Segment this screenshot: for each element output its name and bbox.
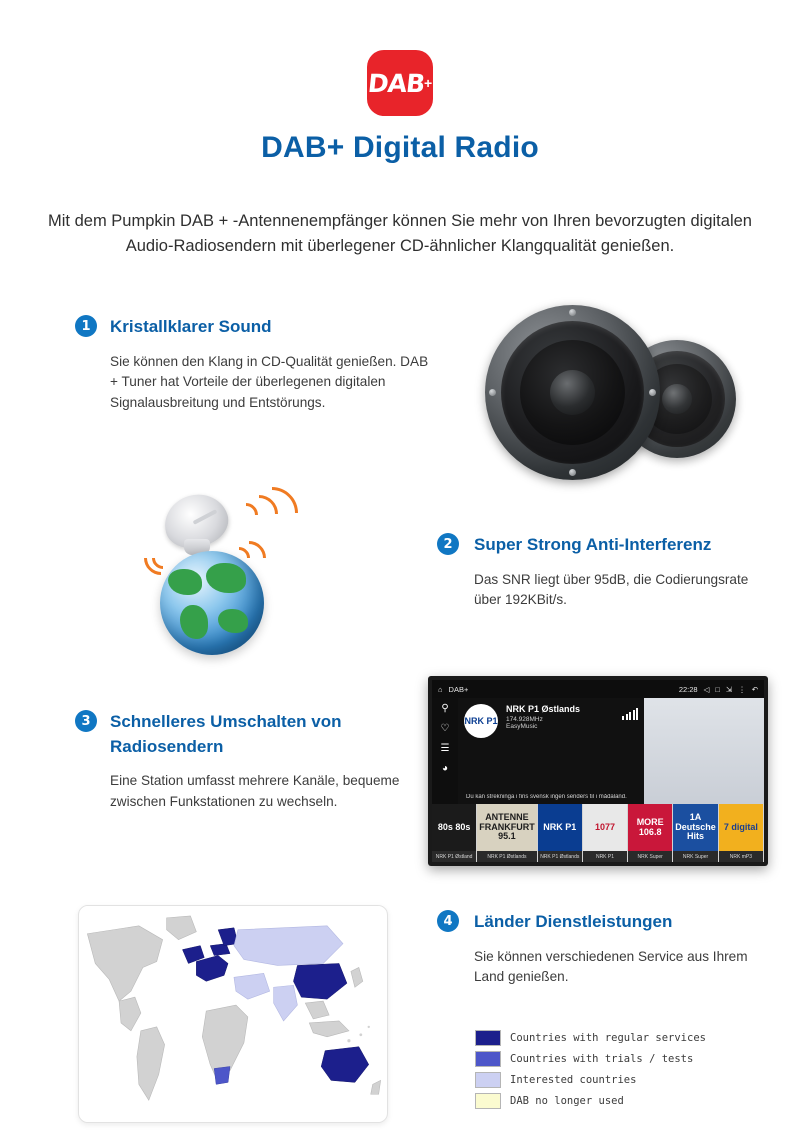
legend-label: Countries with trials / tests <box>510 1053 694 1065</box>
legend-swatch-nolonger <box>475 1093 501 1109</box>
feature-block-4 <box>437 910 767 988</box>
wifi-icon[interactable]: ◕ <box>441 763 449 774</box>
station-name: NRK P1 Østlands <box>506 704 581 714</box>
legend-label: Countries with regular services <box>510 1032 706 1044</box>
feature-block-2 <box>437 533 767 611</box>
feature-title: Kristallklarer Sound <box>110 317 272 336</box>
preset-caption: NRK Super <box>673 851 718 862</box>
preset-tile[interactable] <box>432 804 477 862</box>
search-icon[interactable]: ⚲ <box>441 703 449 714</box>
recent-icon[interactable]: ⇲ <box>725 684 733 694</box>
preset-caption: NRK Super <box>628 851 672 862</box>
globe-landmass <box>168 569 202 595</box>
globe-landmass <box>180 605 208 639</box>
preset-label: 1A Deutsche Hits <box>673 804 718 851</box>
preset-label: MORE 106.8 <box>628 804 672 851</box>
satellite-dish-icon <box>156 489 240 555</box>
preset-caption: NRK P1 Østland <box>432 851 476 862</box>
car-head-unit-screenshot <box>428 676 768 866</box>
feature-title: Schnelleres Umschalten von Radiosendern <box>110 712 342 756</box>
world-map-image <box>78 905 388 1123</box>
feature-number-badge: 1 <box>75 315 97 337</box>
globe-antenna-illustration <box>110 485 320 660</box>
preset-label: 1077 <box>583 804 627 851</box>
legend-swatch-regular <box>475 1030 501 1046</box>
return-icon[interactable]: ↶ <box>751 684 758 694</box>
preset-caption: NRK mP3 <box>719 851 763 862</box>
station-frequency: 174.928MHz <box>506 716 543 723</box>
station-ticker-text: Du kan strekninga i fins svensk ingen senders til i mådaland. <box>466 794 627 800</box>
feature-title: Länder Dienstleistungen <box>474 912 673 931</box>
preset-label: NRK P1 <box>538 804 582 851</box>
globe-icon <box>160 551 264 655</box>
speaker-screw <box>569 309 576 316</box>
speaker-screw <box>569 469 576 476</box>
status-clock: 22:28 <box>678 684 698 694</box>
legend-label: Interested countries <box>510 1074 637 1086</box>
feature-body: Sie können verschiedenen Service aus Ihrem Land genießen. <box>474 948 748 985</box>
legend-swatch-interested <box>475 1072 501 1088</box>
preset-label: 7 digital <box>719 804 763 851</box>
dab-logo-text: DAB <box>366 68 426 98</box>
feature-body: Das SNR liegt über 95dB, die Codierungsrate über 192KBit/s. <box>474 571 749 608</box>
speaker-large <box>485 305 660 480</box>
speaker-screw <box>489 389 496 396</box>
signal-strength-icon <box>622 708 638 720</box>
legend-item <box>475 1072 735 1088</box>
legend-swatch-trials <box>475 1051 501 1067</box>
intro-paragraph: Mit dem Pumpkin DAB + -Antennenempfänger können Sie mehr von Ihren bevorzugten digitalen Audio-Radiosendern mit überlegener CD-ähnlicher Klangqualität genießen. <box>48 211 752 256</box>
preset-tile[interactable] <box>719 804 764 862</box>
list-icon[interactable]: ☰ <box>440 743 450 754</box>
head-unit-screen <box>432 680 764 862</box>
dab-logo-plus: + <box>423 75 433 91</box>
head-unit-preset-row <box>432 804 764 862</box>
back-icon[interactable]: ◁ <box>703 684 710 694</box>
feature-block-3 <box>75 710 405 813</box>
preset-label: ANTENNE FRANKFURT 95.1 <box>477 804 536 851</box>
station-artwork <box>644 698 764 804</box>
heart-icon[interactable]: ♡ <box>440 723 450 734</box>
feature-number-badge: 3 <box>75 710 97 732</box>
speaker-screw <box>649 389 656 396</box>
head-unit-now-playing <box>458 698 644 804</box>
feature-body: Eine Station umfasst mehrere Kanäle, bequeme zwischen Funkstationen zu wechseln. <box>110 773 400 809</box>
feature-body: Sie können den Klang in CD-Qualität genießen. DAB + Tuner hat Vorteile der überlegenen digitalen Signalausbreitung und Entstörungs. <box>110 353 429 410</box>
speaker-illustration <box>455 300 775 490</box>
feature-block-1 <box>75 315 435 414</box>
preset-tile[interactable] <box>477 804 537 862</box>
preset-caption: NRK P1 Østlands <box>538 851 582 862</box>
feature-title: Super Strong Anti-Interferenz <box>474 535 712 554</box>
legend-item <box>475 1093 735 1109</box>
page-title: DAB+ Digital Radio <box>261 131 539 164</box>
status-dab-label: DAB+ <box>448 684 469 694</box>
feature-number-badge: 2 <box>437 533 459 555</box>
world-map-svg <box>79 906 387 1122</box>
preset-label: 80s 80s <box>432 804 476 851</box>
preset-caption: NRK P1 <box>583 851 627 862</box>
head-unit-body <box>432 698 764 804</box>
preset-tile[interactable] <box>583 804 628 862</box>
legend-item <box>475 1030 735 1046</box>
home-icon[interactable]: ⌂ <box>438 684 443 694</box>
feature-number-badge: 4 <box>437 910 459 932</box>
globe-landmass <box>206 563 246 593</box>
preset-tile[interactable] <box>628 804 673 862</box>
overflow-menu-icon[interactable]: ⋮ <box>738 684 746 694</box>
preset-tile[interactable] <box>673 804 719 862</box>
legend-item <box>475 1051 735 1067</box>
station-logo: NRK P1 <box>464 704 498 738</box>
head-unit-status-bar <box>432 680 764 698</box>
legend-label: DAB no longer used <box>510 1095 624 1107</box>
station-genre: EasyMusic <box>506 723 538 730</box>
station-info <box>506 704 580 730</box>
head-unit-sidebar <box>432 698 458 804</box>
globe-landmass <box>218 609 248 633</box>
map-legend <box>475 1030 735 1114</box>
preset-tile[interactable] <box>538 804 583 862</box>
dab-logo-badge <box>367 50 433 116</box>
preset-caption: NRK P1 Østlands <box>477 851 536 862</box>
square-icon[interactable]: □ <box>715 684 720 694</box>
